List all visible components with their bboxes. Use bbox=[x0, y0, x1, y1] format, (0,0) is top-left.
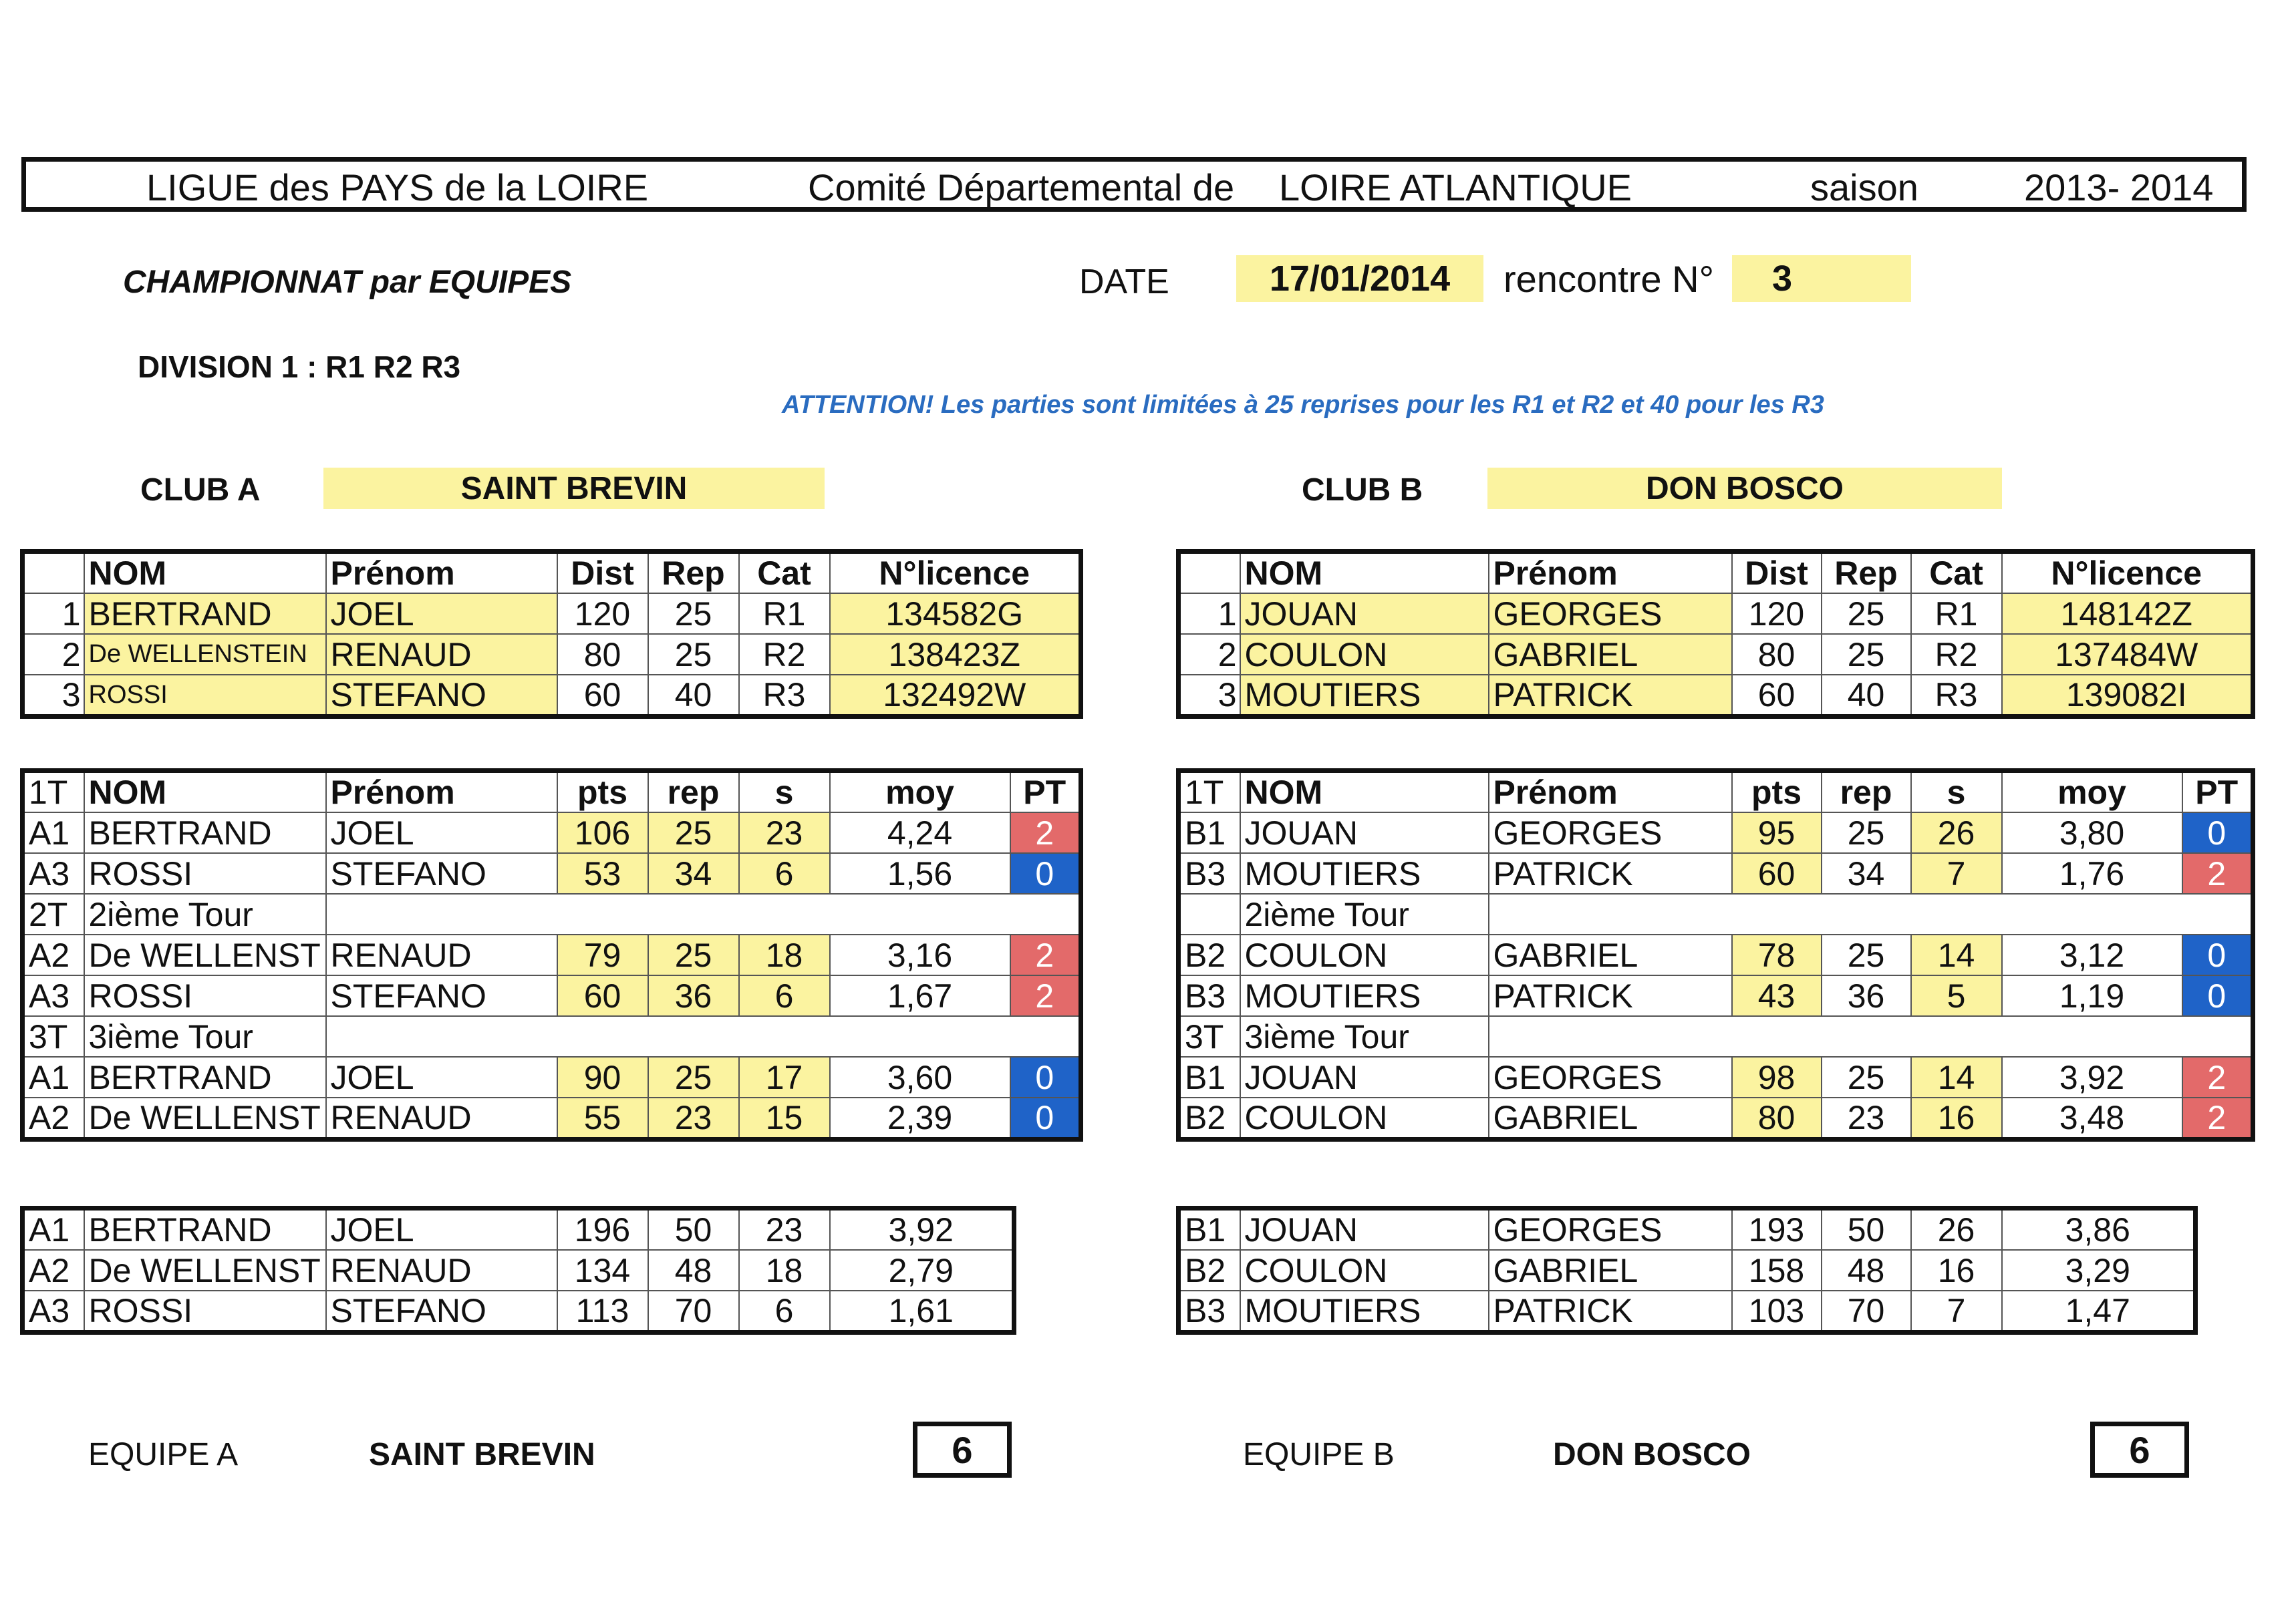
summary-moy: 1,47 bbox=[2002, 1291, 2196, 1333]
roster-header-dist: Dist bbox=[557, 552, 648, 594]
division: DIVISION 1 : R1 R2 R3 bbox=[138, 349, 461, 384]
date-value: 17/01/2014 bbox=[1236, 255, 1483, 302]
tour-code: 3T bbox=[1179, 1016, 1240, 1057]
departement: LOIRE ATLANTIQUE bbox=[1279, 166, 1632, 208]
player-cat: R1 bbox=[1911, 593, 2002, 634]
roster-b-table bbox=[1176, 549, 2255, 719]
summary-rep: 70 bbox=[648, 1291, 739, 1333]
match-pt: 2 bbox=[2182, 853, 2253, 894]
match-s: 5 bbox=[1911, 975, 2002, 1016]
player-cat: R2 bbox=[739, 634, 830, 675]
match-s: 23 bbox=[739, 812, 830, 853]
match-row bbox=[23, 975, 1081, 1016]
match-nom: COULON bbox=[1240, 935, 1489, 975]
match-pt: 0 bbox=[2182, 975, 2253, 1016]
match-b-table bbox=[1176, 768, 2255, 1142]
player-num: 2 bbox=[1179, 634, 1240, 675]
match-s: 17 bbox=[739, 1057, 830, 1098]
tour-code: 2T bbox=[23, 894, 84, 935]
roster-header-nom: NOM bbox=[84, 552, 326, 594]
roster-header-nom: NOM bbox=[1240, 552, 1489, 594]
match-header-pt: PT bbox=[2182, 771, 2253, 813]
match-pt: 2 bbox=[2182, 1057, 2253, 1098]
player-num: 1 bbox=[23, 593, 84, 634]
summary-s: 16 bbox=[1911, 1250, 2002, 1291]
tour-label: 3ième Tour bbox=[84, 1016, 326, 1057]
attention-note: ATTENTION! Les parties sont limitées à 25 reprises pour les R1 et R2 et 40 pour les R3 bbox=[782, 391, 1824, 419]
summary-moy: 1,61 bbox=[830, 1291, 1014, 1333]
tour-row bbox=[1179, 1016, 2253, 1057]
match-pts: 60 bbox=[557, 975, 648, 1016]
player-rep: 25 bbox=[648, 634, 739, 675]
match-moy: 1,56 bbox=[830, 853, 1010, 894]
summary-code: B1 bbox=[1179, 1209, 1240, 1251]
match-header-pts: pts bbox=[557, 771, 648, 813]
player-licence: 139082I bbox=[2002, 675, 2253, 717]
match-prenom: RENAUD bbox=[326, 1098, 557, 1140]
club-a-name: SAINT BREVIN bbox=[323, 468, 825, 509]
match-nom: De WELLENST bbox=[84, 1098, 326, 1140]
match-rep: 25 bbox=[1822, 1057, 1911, 1098]
match-pts: 53 bbox=[557, 853, 648, 894]
match-row bbox=[23, 1098, 1081, 1140]
match-moy: 4,24 bbox=[830, 812, 1010, 853]
tour-filler bbox=[1489, 1016, 2253, 1057]
match-a-table bbox=[20, 768, 1083, 1142]
match-header-tour: 1T bbox=[23, 771, 84, 813]
match-player-code: A1 bbox=[23, 1057, 84, 1098]
summary-b-table bbox=[1176, 1206, 2198, 1335]
player-num: 1 bbox=[1179, 593, 1240, 634]
equipe-a-label: EQUIPE A bbox=[88, 1437, 239, 1472]
player-prenom: GEORGES bbox=[1489, 593, 1732, 634]
summary-code: A3 bbox=[23, 1291, 84, 1333]
player-nom: De WELLENSTEIN bbox=[84, 634, 326, 675]
summary-rep: 50 bbox=[1822, 1209, 1911, 1251]
player-prenom: PATRICK bbox=[1489, 675, 1732, 717]
roster-header-rep: Rep bbox=[1822, 552, 1911, 594]
player-rep: 40 bbox=[648, 675, 739, 717]
player-licence: 137484W bbox=[2002, 634, 2253, 675]
match-pts: 90 bbox=[557, 1057, 648, 1098]
match-moy: 1,76 bbox=[2002, 853, 2182, 894]
match-moy: 3,16 bbox=[830, 935, 1010, 975]
player-nom: BERTRAND bbox=[84, 593, 326, 634]
match-player-code: A1 bbox=[23, 812, 84, 853]
player-prenom: JOEL bbox=[326, 593, 557, 634]
summary-s: 26 bbox=[1911, 1209, 2002, 1251]
match-moy: 3,60 bbox=[830, 1057, 1010, 1098]
summary-s: 18 bbox=[739, 1250, 830, 1291]
match-player-code: B2 bbox=[1179, 1098, 1240, 1140]
summary-moy: 3,92 bbox=[830, 1209, 1014, 1251]
match-pt: 2 bbox=[1010, 812, 1081, 853]
roster-a-table bbox=[20, 549, 1083, 719]
match-rep: 25 bbox=[1822, 935, 1911, 975]
tour-filler bbox=[1489, 894, 2253, 935]
match-pts: 106 bbox=[557, 812, 648, 853]
match-pt: 0 bbox=[1010, 853, 1081, 894]
summary-s: 6 bbox=[739, 1291, 830, 1333]
roster-row bbox=[1179, 675, 2253, 717]
roster-header-prenom: Prénom bbox=[1489, 552, 1732, 594]
roster-header-cat: Cat bbox=[739, 552, 830, 594]
match-nom: ROSSI bbox=[84, 975, 326, 1016]
match-pt: 0 bbox=[2182, 935, 2253, 975]
equipe-b-label: EQUIPE B bbox=[1243, 1437, 1395, 1472]
player-rep: 25 bbox=[1822, 634, 1911, 675]
summary-pts: 103 bbox=[1732, 1291, 1822, 1333]
summary-nom: BERTRAND bbox=[84, 1209, 326, 1251]
match-header-s: s bbox=[1911, 771, 2002, 813]
match-prenom: GABRIEL bbox=[1489, 935, 1732, 975]
match-player-code: A2 bbox=[23, 935, 84, 975]
match-row bbox=[23, 935, 1081, 975]
tour-code bbox=[1179, 894, 1240, 935]
match-nom: BERTRAND bbox=[84, 812, 326, 853]
summary-row bbox=[23, 1291, 1014, 1333]
tour-code: 3T bbox=[23, 1016, 84, 1057]
player-prenom: GABRIEL bbox=[1489, 634, 1732, 675]
player-licence: 138423Z bbox=[830, 634, 1081, 675]
summary-nom: ROSSI bbox=[84, 1291, 326, 1333]
summary-prenom: RENAUD bbox=[326, 1250, 557, 1291]
match-s: 18 bbox=[739, 935, 830, 975]
match-nom: JOUAN bbox=[1240, 1057, 1489, 1098]
match-pts: 78 bbox=[1732, 935, 1822, 975]
match-prenom: PATRICK bbox=[1489, 853, 1732, 894]
match-prenom: RENAUD bbox=[326, 935, 557, 975]
tour-filler bbox=[326, 894, 1081, 935]
match-pt: 2 bbox=[1010, 975, 1081, 1016]
match-header-nom: NOM bbox=[84, 771, 326, 813]
tour-row bbox=[23, 1016, 1081, 1057]
match-prenom: JOEL bbox=[326, 812, 557, 853]
match-row bbox=[23, 853, 1081, 894]
equipe-a-score: 6 bbox=[913, 1422, 1012, 1478]
player-num: 3 bbox=[1179, 675, 1240, 717]
tour-row bbox=[23, 894, 1081, 935]
match-rep: 25 bbox=[1822, 812, 1911, 853]
match-row bbox=[1179, 935, 2253, 975]
match-moy: 1,19 bbox=[2002, 975, 2182, 1016]
summary-nom: MOUTIERS bbox=[1240, 1291, 1489, 1333]
roster-header-licence: N°licence bbox=[830, 552, 1081, 594]
summary-row bbox=[1179, 1250, 2196, 1291]
player-rep: 40 bbox=[1822, 675, 1911, 717]
rencontre-value: 3 bbox=[1732, 255, 1911, 302]
summary-rep: 70 bbox=[1822, 1291, 1911, 1333]
summary-code: A1 bbox=[23, 1209, 84, 1251]
player-num: 2 bbox=[23, 634, 84, 675]
match-row bbox=[23, 1057, 1081, 1098]
summary-prenom: PATRICK bbox=[1489, 1291, 1732, 1333]
match-s: 6 bbox=[739, 853, 830, 894]
match-player-code: B2 bbox=[1179, 935, 1240, 975]
match-pts: 98 bbox=[1732, 1057, 1822, 1098]
club-b-label: CLUB B bbox=[1302, 472, 1423, 508]
match-pts: 55 bbox=[557, 1098, 648, 1140]
summary-nom: De WELLENST bbox=[84, 1250, 326, 1291]
match-pt: 0 bbox=[1010, 1057, 1081, 1098]
roster-header-num bbox=[23, 552, 84, 594]
player-rep: 25 bbox=[648, 593, 739, 634]
player-dist: 60 bbox=[1732, 675, 1822, 717]
match-prenom: JOEL bbox=[326, 1057, 557, 1098]
summary-row bbox=[1179, 1209, 2196, 1251]
match-rep: 25 bbox=[648, 812, 739, 853]
match-header-rep: rep bbox=[1822, 771, 1911, 813]
saison-label: saison bbox=[1810, 166, 1918, 208]
comite-label: Comité Départemental de bbox=[808, 166, 1235, 208]
match-rep: 36 bbox=[648, 975, 739, 1016]
tour-label: 2ième Tour bbox=[84, 894, 326, 935]
roster-header-row bbox=[23, 552, 1081, 594]
match-moy: 3,92 bbox=[2002, 1057, 2182, 1098]
summary-nom: COULON bbox=[1240, 1250, 1489, 1291]
roster-header-num bbox=[1179, 552, 1240, 594]
summary-code: B2 bbox=[1179, 1250, 1240, 1291]
match-pts: 95 bbox=[1732, 812, 1822, 853]
summary-pts: 113 bbox=[557, 1291, 648, 1333]
roster-header-prenom: Prénom bbox=[326, 552, 557, 594]
player-rep: 25 bbox=[1822, 593, 1911, 634]
match-nom: De WELLENST bbox=[84, 935, 326, 975]
match-moy: 3,48 bbox=[2002, 1098, 2182, 1140]
match-s: 7 bbox=[1911, 853, 2002, 894]
summary-code: B3 bbox=[1179, 1291, 1240, 1333]
match-rep: 34 bbox=[648, 853, 739, 894]
saison-value: 2013- 2014 bbox=[2024, 166, 2214, 208]
match-row bbox=[1179, 1057, 2253, 1098]
player-cat: R1 bbox=[739, 593, 830, 634]
match-player-code: A3 bbox=[23, 853, 84, 894]
roster-row bbox=[23, 634, 1081, 675]
ligue-title: LIGUE des PAYS de la LOIRE bbox=[146, 166, 649, 208]
roster-header-rep: Rep bbox=[648, 552, 739, 594]
header-box bbox=[21, 157, 2247, 212]
match-nom: COULON bbox=[1240, 1098, 1489, 1140]
summary-pts: 134 bbox=[557, 1250, 648, 1291]
summary-a-table bbox=[20, 1206, 1016, 1335]
rencontre-label: rencontre N° bbox=[1503, 258, 1714, 300]
match-rep: 23 bbox=[1822, 1098, 1911, 1140]
summary-pts: 193 bbox=[1732, 1209, 1822, 1251]
match-rep: 23 bbox=[648, 1098, 739, 1140]
summary-row bbox=[23, 1250, 1014, 1291]
date-label: DATE bbox=[1079, 263, 1169, 301]
match-nom: MOUTIERS bbox=[1240, 975, 1489, 1016]
player-dist: 60 bbox=[557, 675, 648, 717]
match-player-code: B3 bbox=[1179, 853, 1240, 894]
player-num: 3 bbox=[23, 675, 84, 717]
player-dist: 120 bbox=[557, 593, 648, 634]
match-header-moy: moy bbox=[2002, 771, 2182, 813]
player-cat: R3 bbox=[1911, 675, 2002, 717]
roster-header-dist: Dist bbox=[1732, 552, 1822, 594]
summary-moy: 3,86 bbox=[2002, 1209, 2196, 1251]
player-dist: 120 bbox=[1732, 593, 1822, 634]
match-row bbox=[1179, 1098, 2253, 1140]
match-prenom: PATRICK bbox=[1489, 975, 1732, 1016]
summary-row bbox=[23, 1209, 1014, 1251]
player-prenom: STEFANO bbox=[326, 675, 557, 717]
roster-header-licence: N°licence bbox=[2002, 552, 2253, 594]
match-moy: 3,80 bbox=[2002, 812, 2182, 853]
summary-rep: 50 bbox=[648, 1209, 739, 1251]
match-s: 26 bbox=[1911, 812, 2002, 853]
player-licence: 148142Z bbox=[2002, 593, 2253, 634]
match-header-nom: NOM bbox=[1240, 771, 1489, 813]
match-prenom: STEFANO bbox=[326, 975, 557, 1016]
match-pts: 80 bbox=[1732, 1098, 1822, 1140]
match-player-code: B1 bbox=[1179, 812, 1240, 853]
player-dist: 80 bbox=[1732, 634, 1822, 675]
match-rep: 25 bbox=[648, 935, 739, 975]
summary-prenom: JOEL bbox=[326, 1209, 557, 1251]
match-header-prenom: Prénom bbox=[1489, 771, 1732, 813]
match-prenom: GEORGES bbox=[1489, 1057, 1732, 1098]
match-rep: 34 bbox=[1822, 853, 1911, 894]
player-dist: 80 bbox=[557, 634, 648, 675]
match-moy: 1,67 bbox=[830, 975, 1010, 1016]
match-pt: 0 bbox=[2182, 812, 2253, 853]
match-row bbox=[1179, 975, 2253, 1016]
match-pts: 79 bbox=[557, 935, 648, 975]
match-pt: 2 bbox=[1010, 935, 1081, 975]
summary-prenom: GABRIEL bbox=[1489, 1250, 1732, 1291]
match-player-code: B1 bbox=[1179, 1057, 1240, 1098]
club-b-name: DON BOSCO bbox=[1487, 468, 2002, 509]
equipe-b-score: 6 bbox=[2090, 1422, 2189, 1478]
player-cat: R2 bbox=[1911, 634, 2002, 675]
tour-label: 2ième Tour bbox=[1240, 894, 1489, 935]
match-header-pt: PT bbox=[1010, 771, 1081, 813]
match-moy: 3,12 bbox=[2002, 935, 2182, 975]
summary-code: A2 bbox=[23, 1250, 84, 1291]
roster-header-row bbox=[1179, 552, 2253, 594]
match-pt: 2 bbox=[2182, 1098, 2253, 1140]
championnat-title: CHAMPIONNAT par EQUIPES bbox=[123, 265, 572, 300]
summary-row bbox=[1179, 1291, 2196, 1333]
match-player-code: A3 bbox=[23, 975, 84, 1016]
match-prenom: STEFANO bbox=[326, 853, 557, 894]
match-header-pts: pts bbox=[1732, 771, 1822, 813]
summary-prenom: STEFANO bbox=[326, 1291, 557, 1333]
match-nom: JOUAN bbox=[1240, 812, 1489, 853]
club-a-label: CLUB A bbox=[140, 472, 261, 508]
match-moy: 2,39 bbox=[830, 1098, 1010, 1140]
match-header-s: s bbox=[739, 771, 830, 813]
summary-moy: 2,79 bbox=[830, 1250, 1014, 1291]
match-header-rep: rep bbox=[648, 771, 739, 813]
match-s: 14 bbox=[1911, 935, 2002, 975]
match-pt: 0 bbox=[1010, 1098, 1081, 1140]
roster-row bbox=[23, 593, 1081, 634]
tour-row bbox=[1179, 894, 2253, 935]
match-prenom: GABRIEL bbox=[1489, 1098, 1732, 1140]
match-row bbox=[1179, 812, 2253, 853]
roster-row bbox=[1179, 593, 2253, 634]
equipe-a-name: SAINT BREVIN bbox=[369, 1437, 595, 1472]
match-s: 16 bbox=[1911, 1098, 2002, 1140]
match-player-code: A2 bbox=[23, 1098, 84, 1140]
tour-label: 3ième Tour bbox=[1240, 1016, 1489, 1057]
roster-row bbox=[23, 675, 1081, 717]
summary-pts: 158 bbox=[1732, 1250, 1822, 1291]
summary-s: 7 bbox=[1911, 1291, 2002, 1333]
match-nom: ROSSI bbox=[84, 853, 326, 894]
match-s: 15 bbox=[739, 1098, 830, 1140]
match-s: 14 bbox=[1911, 1057, 2002, 1098]
match-pts: 43 bbox=[1732, 975, 1822, 1016]
match-pts: 60 bbox=[1732, 853, 1822, 894]
player-licence: 134582G bbox=[830, 593, 1081, 634]
roster-header-cat: Cat bbox=[1911, 552, 2002, 594]
summary-rep: 48 bbox=[1822, 1250, 1911, 1291]
match-header-moy: moy bbox=[830, 771, 1010, 813]
summary-s: 23 bbox=[739, 1209, 830, 1251]
summary-rep: 48 bbox=[648, 1250, 739, 1291]
player-nom: ROSSI bbox=[84, 675, 326, 717]
match-nom: MOUTIERS bbox=[1240, 853, 1489, 894]
equipe-b-name: DON BOSCO bbox=[1553, 1437, 1751, 1472]
match-prenom: GEORGES bbox=[1489, 812, 1732, 853]
match-rep: 25 bbox=[648, 1057, 739, 1098]
summary-pts: 196 bbox=[557, 1209, 648, 1251]
match-player-code: B3 bbox=[1179, 975, 1240, 1016]
player-cat: R3 bbox=[739, 675, 830, 717]
player-prenom: RENAUD bbox=[326, 634, 557, 675]
player-licence: 132492W bbox=[830, 675, 1081, 717]
match-row bbox=[1179, 853, 2253, 894]
summary-moy: 3,29 bbox=[2002, 1250, 2196, 1291]
summary-prenom: GEORGES bbox=[1489, 1209, 1732, 1251]
player-nom: JOUAN bbox=[1240, 593, 1489, 634]
tour-filler bbox=[326, 1016, 1081, 1057]
match-header-row bbox=[1179, 771, 2253, 813]
player-nom: COULON bbox=[1240, 634, 1489, 675]
match-header-prenom: Prénom bbox=[326, 771, 557, 813]
match-header-row bbox=[23, 771, 1081, 813]
summary-nom: JOUAN bbox=[1240, 1209, 1489, 1251]
match-s: 6 bbox=[739, 975, 830, 1016]
match-header-tour: 1T bbox=[1179, 771, 1240, 813]
player-nom: MOUTIERS bbox=[1240, 675, 1489, 717]
match-nom: BERTRAND bbox=[84, 1057, 326, 1098]
roster-row bbox=[1179, 634, 2253, 675]
match-rep: 36 bbox=[1822, 975, 1911, 1016]
match-row bbox=[23, 812, 1081, 853]
